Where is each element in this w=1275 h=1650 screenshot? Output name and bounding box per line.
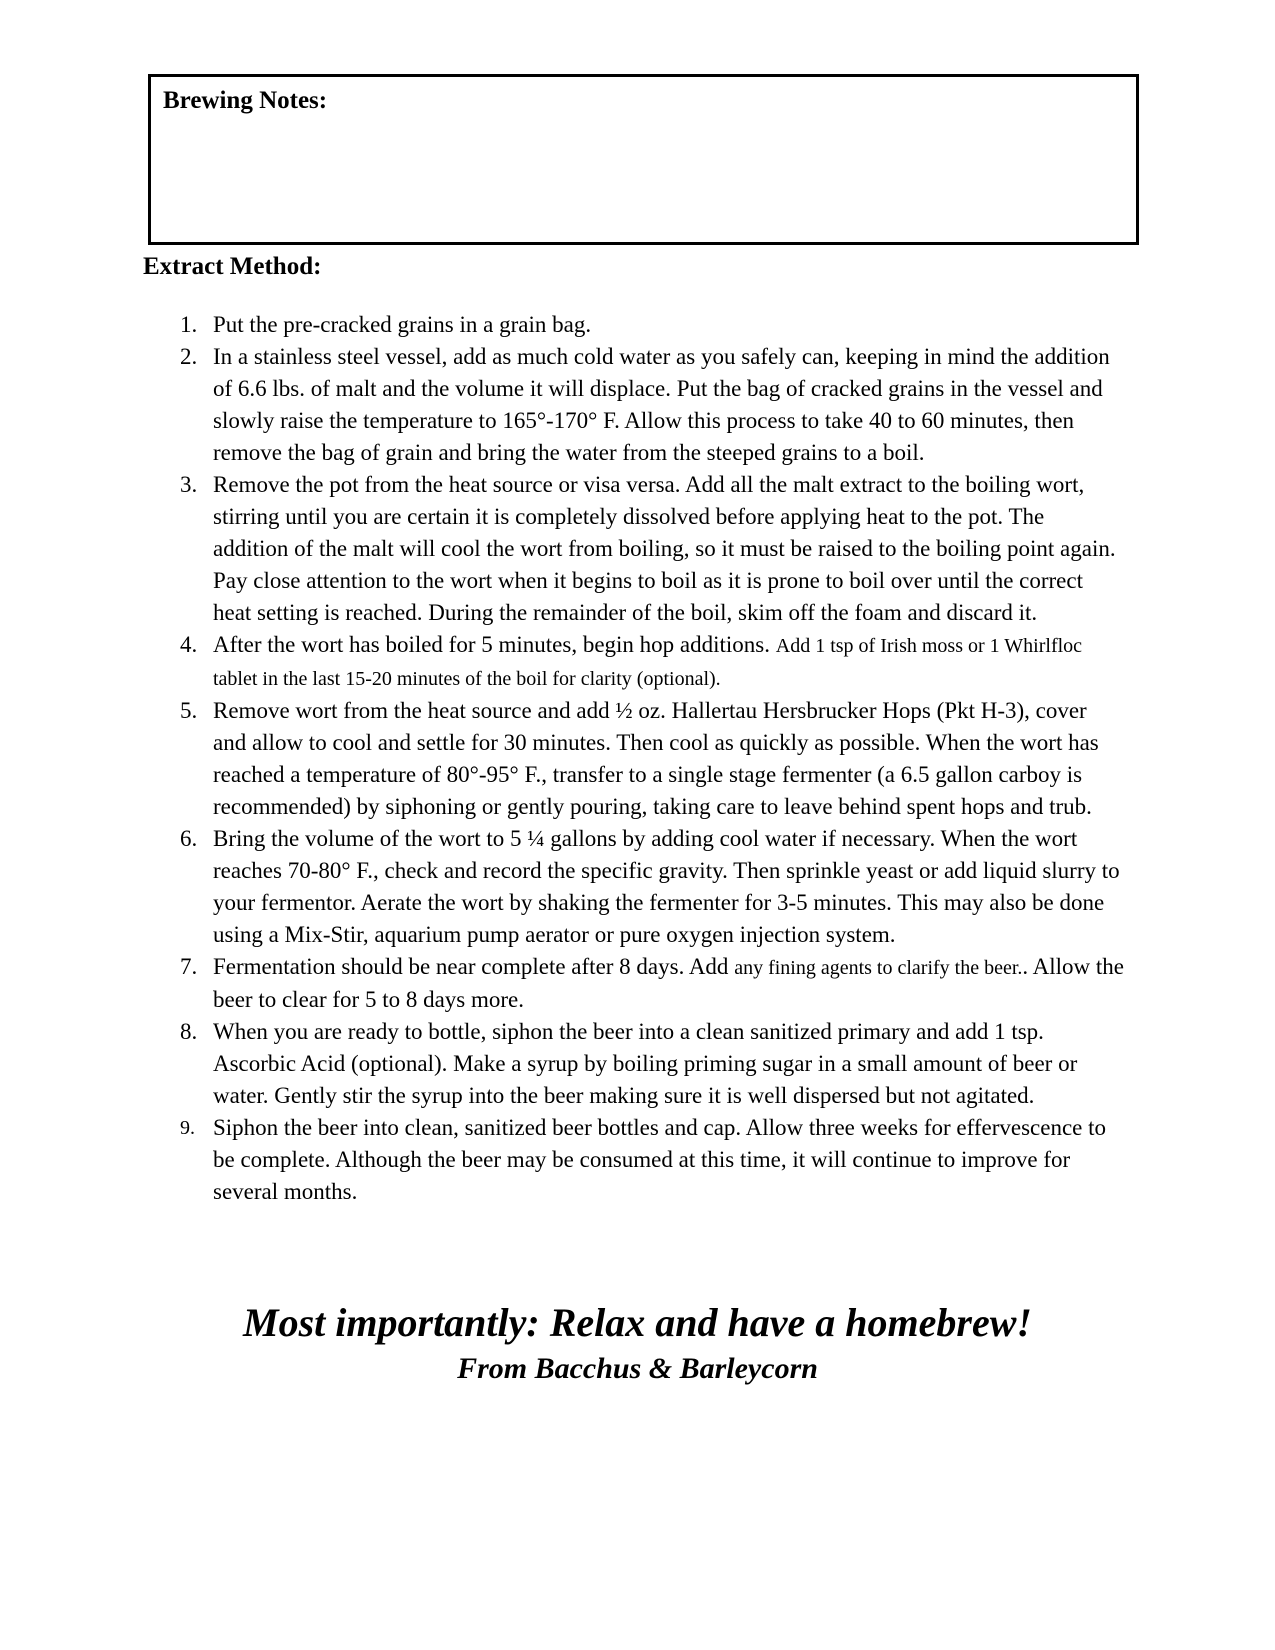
step-text-run: Siphon the beer into clean, sanitized beer bottles and cap. Allow three weeks for effervescence to be complete. Although the beer may be consumed at this time, it will continue to improve for several months. [213, 1115, 1107, 1204]
step-text [213, 309, 1125, 341]
step-text-run: Add 1 tsp of Irish moss or 1 Whirlfloc tablet in the last 15-20 minutes of the boil for clarity (optional). [213, 635, 1083, 690]
step-number: 8. [180, 1019, 198, 1044]
step-item [180, 823, 1125, 951]
step-number: 7. [180, 954, 198, 979]
step-text-run: . Allow the beer to clear for 5 to 8 days more. [213, 954, 1125, 1012]
step-number: 6. [180, 826, 198, 851]
step-number: 5. [180, 698, 198, 723]
footer-tagline: Most importantly: Relax and have a homebrew! [243, 1300, 1032, 1345]
step-text [213, 629, 1125, 695]
step-number: 1. [180, 312, 198, 337]
step-item [180, 341, 1125, 469]
step-item [180, 1112, 1125, 1208]
step-number: 9. [180, 1117, 195, 1139]
step-item [180, 629, 1125, 695]
brewing-notes-label: Brewing Notes: [163, 87, 328, 114]
footer-attribution: From Bacchus & Barleycorn [457, 1352, 818, 1385]
step-text [213, 823, 1125, 951]
step-text-run: Remove the pot from the heat source or visa versa. Add all the malt extract to the boiling wort, stirring until you are certain it is completely dissolved before applying heat to the pot. The addition of the malt will cool the wort from boiling, so it must be raised to the boiling point again. Pay close attention to the wort when it begins to boil as it is prone to boil over until the correct heat setting is reached. During the remainder of the boil, skim off the foam and discard it. [213, 472, 1116, 625]
step-text [213, 1016, 1125, 1112]
step-item [180, 309, 1125, 341]
step-text [213, 341, 1125, 469]
step-item [180, 469, 1125, 629]
step-text-run: any fining agents to clarify the beer. [734, 957, 1023, 979]
step-text [213, 695, 1125, 823]
section-title: Extract Method: [143, 253, 322, 280]
step-text-run: After the wort has boiled for 5 minutes, begin hop additions. [213, 632, 776, 657]
step-item [180, 1016, 1125, 1112]
step-number: 4. [180, 632, 198, 657]
step-number: 3. [180, 472, 198, 497]
step-text-run: Remove wort from the heat source and add ½ oz. Hallertau Hersbrucker Hops (Pkt H-3), cover and allow to cool and settle for 30 minutes. Then cool as quickly as possible. When the wort has reached a temperature of 80°-95° F., transfer to a single stage fermenter (a 6.5 gallon carboy is recommended) by siphoning or gently pouring, taking care to leave behind spent hops and trub. [213, 698, 1099, 819]
step-text-run: Put the pre-cracked grains in a grain bag. [213, 312, 592, 337]
step-number: 2. [180, 344, 198, 369]
step-text-run: When you are ready to bottle, siphon the beer into a clean sanitized primary and add 1 tsp. Ascorbic Acid (optional). Make a syrup by boiling priming sugar in a small amount of beer or water. Gently stir the syrup into the beer making sure it is well dispersed but not agitated. [213, 1019, 1078, 1108]
step-text-run: In a stainless steel vessel, add as much cold water as you safely can, keeping in mind the addition of 6.6 lbs. of malt and the volume it will displace. Put the bag of cracked grains in the vessel and slowly raise the temperature to 165°-170° F. Allow this process to take 40 to 60 minutes, then remove the bag of grain and bring the water from the steeped grains to a boil. [213, 344, 1110, 465]
step-text [213, 1112, 1125, 1208]
step-text [213, 469, 1125, 629]
brewing-notes-box [148, 74, 1139, 245]
step-item [180, 951, 1125, 1016]
step-text-run: Bring the volume of the wort to 5 ¼ gallons by adding cool water if necessary. When the wort reaches 70-80° F., check and record the specific gravity. Then sprinkle yeast or add liquid slurry to your fermentor. Aerate the wort by shaking the fermenter for 3-5 minutes. This may also be done using a Mix-Stir, aquarium pump aerator or pure oxygen injection system. [213, 826, 1120, 947]
step-text [213, 951, 1125, 1016]
step-item [180, 695, 1125, 823]
steps-list [143, 309, 1132, 1208]
step-text-run: Fermentation should be near complete after 8 days. Add [213, 954, 735, 979]
page-footer [143, 1300, 1132, 1386]
